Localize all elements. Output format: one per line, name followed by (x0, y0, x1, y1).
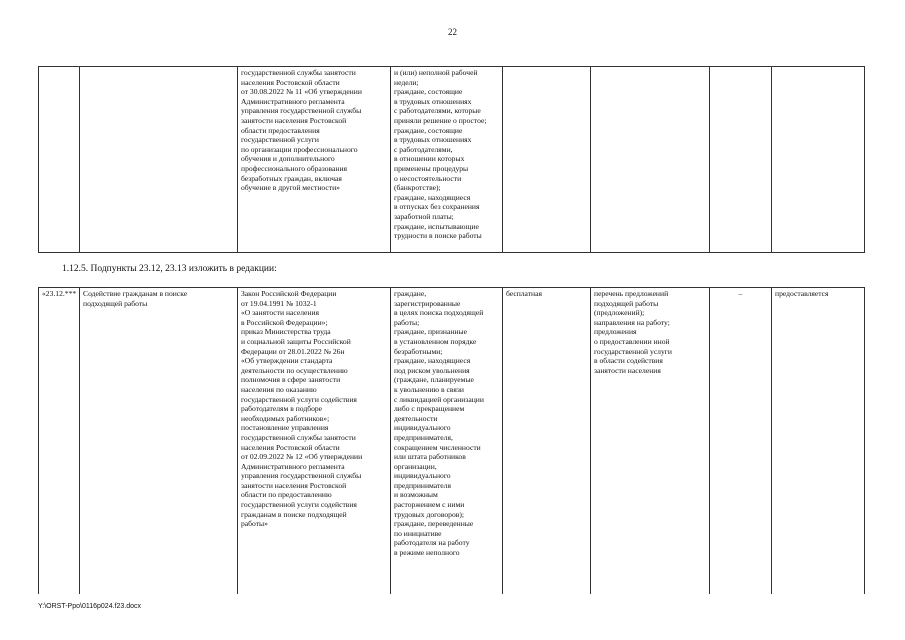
cell-status: предоставляется (772, 288, 865, 595)
cell-number (39, 67, 80, 253)
cell-legal-basis: государственной службы занятости населения Ростовской области от 30.08.2022 № 11 «Об утверждении Административного регламента управления государственной службы занятости населения Ростовской области предоставления государственной услуги по организации профессионального обучения и дополнительного профессионального образования безработных граждан, включая обучение в другой местности» (238, 67, 391, 253)
cell-legal-basis: Закон Российской Федерации от 19.04.1991 № 1032-1 «О занятости населения в Российской Федерации»; приказ Министерства труда и социальной защиты Российской Федерации от 28.01.2022 № 26н «Об утверждении стандарта деятельности по осуществлению полномочия в сфере занятости населения по оказанию государственной услуги содействия работодателям в подборе необходимых работников»; постановление управления государственной службы занятости населения Ростовской области от 02.09.2022 № 12 «Об утверждении Административного регламента управления государственной службы занятости населения Ростовской области по предоставлению государственной услуги содействия гражданам в поиске подходящей работы» (238, 288, 391, 595)
table-continuation (38, 66, 865, 253)
cell-fee: бесплатная (503, 288, 591, 595)
cell-service: Содействие гражданам в поиске подходящей работы (80, 288, 238, 595)
cell-recipients: и (или) неполной рабочей недели; граждане, состоящие в трудовых отношениях с работодателями, которые приняли решение о простое; граждане, состоящие в трудовых отношениях с работодателями, в отношении которых применены процедуры о несостоятельности (банкротстве); граждане, находящиеся в отпусках без сохранения заработной платы; граждане, испытывающие трудности в поиске работы (391, 67, 503, 253)
table-row (39, 288, 865, 595)
cell-extra (710, 67, 772, 253)
cell-result (591, 67, 710, 253)
cell-number: «23.12.*** (39, 288, 80, 595)
cell-fee (503, 67, 591, 253)
cell-service (80, 67, 238, 253)
table-amended (38, 287, 865, 594)
cell-result: перечень предложений подходящей работы (предложений); направления на работу; предложения о предоставлении иной государственной услуги в области содействия занятости населения (591, 288, 710, 595)
section-heading: 1.12.5. Подпункты 23.12, 23.13 изложить в редакции: (62, 264, 277, 274)
cell-extra: – (710, 288, 772, 595)
table-row (39, 67, 865, 253)
cell-status (772, 67, 865, 253)
cell-recipients: граждане, зарегистрированные в целях поиска подходящей работы; граждане, признанные в установленном порядке безработными; граждане, находящиеся под риском увольнения (граждане, планируемые к увольнению в связи с ликвидацией организации либо с прекращением деятельности индивидуального предпринимателя, сокращением численности или штата работников организации, индивидуального предпринимателя и возможным расторжением с ними трудовых договоров); граждане, переведенные по инициативе работодателя на работу в режиме неполного (391, 288, 503, 595)
footer-file-path: Y:\ORST-Ppo\0116p024.f23.docx (38, 603, 141, 610)
page-number: 22 (448, 27, 457, 37)
